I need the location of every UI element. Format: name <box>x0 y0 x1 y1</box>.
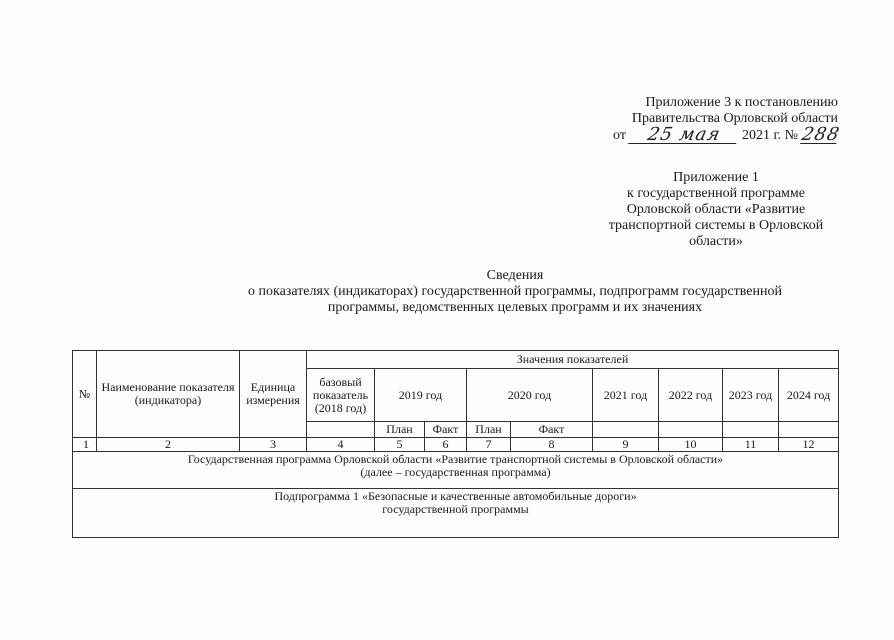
subheader-empty <box>307 422 375 438</box>
header-number: № <box>73 351 97 438</box>
handwritten-number: 288 <box>799 124 842 145</box>
column-number: 4 <box>307 438 375 452</box>
header-year-2019: 2019 год <box>375 369 467 422</box>
column-number: 5 <box>375 438 425 452</box>
indicators-table <box>72 350 839 538</box>
document-heading <box>190 268 840 316</box>
heading-line: о показателях (индикаторах) государственной программы, подпрограмм государственной <box>248 284 782 299</box>
appendix-1-line: Приложение 1 <box>673 170 759 185</box>
header-year-2021: 2021 год <box>593 369 659 422</box>
heading-line: программы, ведомственных целевых программ и их значениях <box>327 300 703 315</box>
column-number: 10 <box>659 438 723 452</box>
subheader-fact-2019: Факт <box>425 422 467 438</box>
appendix-1-line: области» <box>689 234 743 249</box>
section-row-subprogram-1 <box>73 489 839 538</box>
header-year-2020: 2020 год <box>467 369 593 422</box>
subheader-fact-2020: Факт <box>511 422 593 438</box>
appendix-3-line-1: Приложение 3 к постановлению <box>645 95 838 110</box>
section-row-state-program <box>73 452 839 489</box>
section-title <box>73 489 839 538</box>
header-values: Значения показателей <box>307 351 839 369</box>
date-prefix: от <box>613 128 626 143</box>
subheader-plan-2020: План <box>467 422 511 438</box>
appendix-1-line: транспортной системы в Орловской <box>608 218 824 233</box>
column-number: 1 <box>73 438 97 452</box>
section-title-line: Государственная программа Орловской области «Развитие транспортной системы в Орловской области» <box>187 452 724 466</box>
subheader-empty <box>593 422 659 438</box>
column-number: 2 <box>97 438 240 452</box>
column-number: 7 <box>467 438 511 452</box>
header-year-2023: 2023 год <box>723 369 779 422</box>
column-number: 12 <box>779 438 839 452</box>
section-title-line: Подпрограмма 1 «Безопасные и качественные автомобильные дороги» <box>274 489 637 503</box>
header-year-2024: 2024 год <box>779 369 839 422</box>
column-number: 11 <box>723 438 779 452</box>
column-number-row <box>73 438 839 452</box>
appendix-1-line: Орловской области «Развитие <box>626 202 806 217</box>
header-indicator-name: Наименование показателя (индикатора) <box>97 351 240 438</box>
date-year: 2021 г. № <box>741 128 798 143</box>
column-number: 6 <box>425 438 467 452</box>
section-title-line: (далее – государственная программа) <box>360 465 551 479</box>
appendix-3-line-2: Правительства Орловской области <box>631 111 838 126</box>
resolution-date-line <box>598 124 842 145</box>
section-title-line: государственной программы <box>382 502 529 516</box>
header-year-2022: 2022 год <box>659 369 723 422</box>
subheader-empty <box>779 422 839 438</box>
appendix-1-block <box>588 170 844 250</box>
table-header-row <box>73 351 839 369</box>
column-number: 3 <box>240 438 307 452</box>
column-number: 9 <box>593 438 659 452</box>
heading-title: Сведения <box>486 268 544 283</box>
section-title <box>73 452 839 489</box>
header-unit: Единица измерения <box>240 351 307 438</box>
appendix-3-block <box>598 95 842 145</box>
column-number: 8 <box>511 438 593 452</box>
subheader-plan-2019: План <box>375 422 425 438</box>
header-base-value: базовый показатель (2018 год) <box>307 369 375 422</box>
handwritten-date: 25 мая <box>628 127 740 144</box>
appendix-1-line: к государственной программе <box>627 186 805 201</box>
subheader-empty <box>659 422 723 438</box>
subheader-empty <box>723 422 779 438</box>
